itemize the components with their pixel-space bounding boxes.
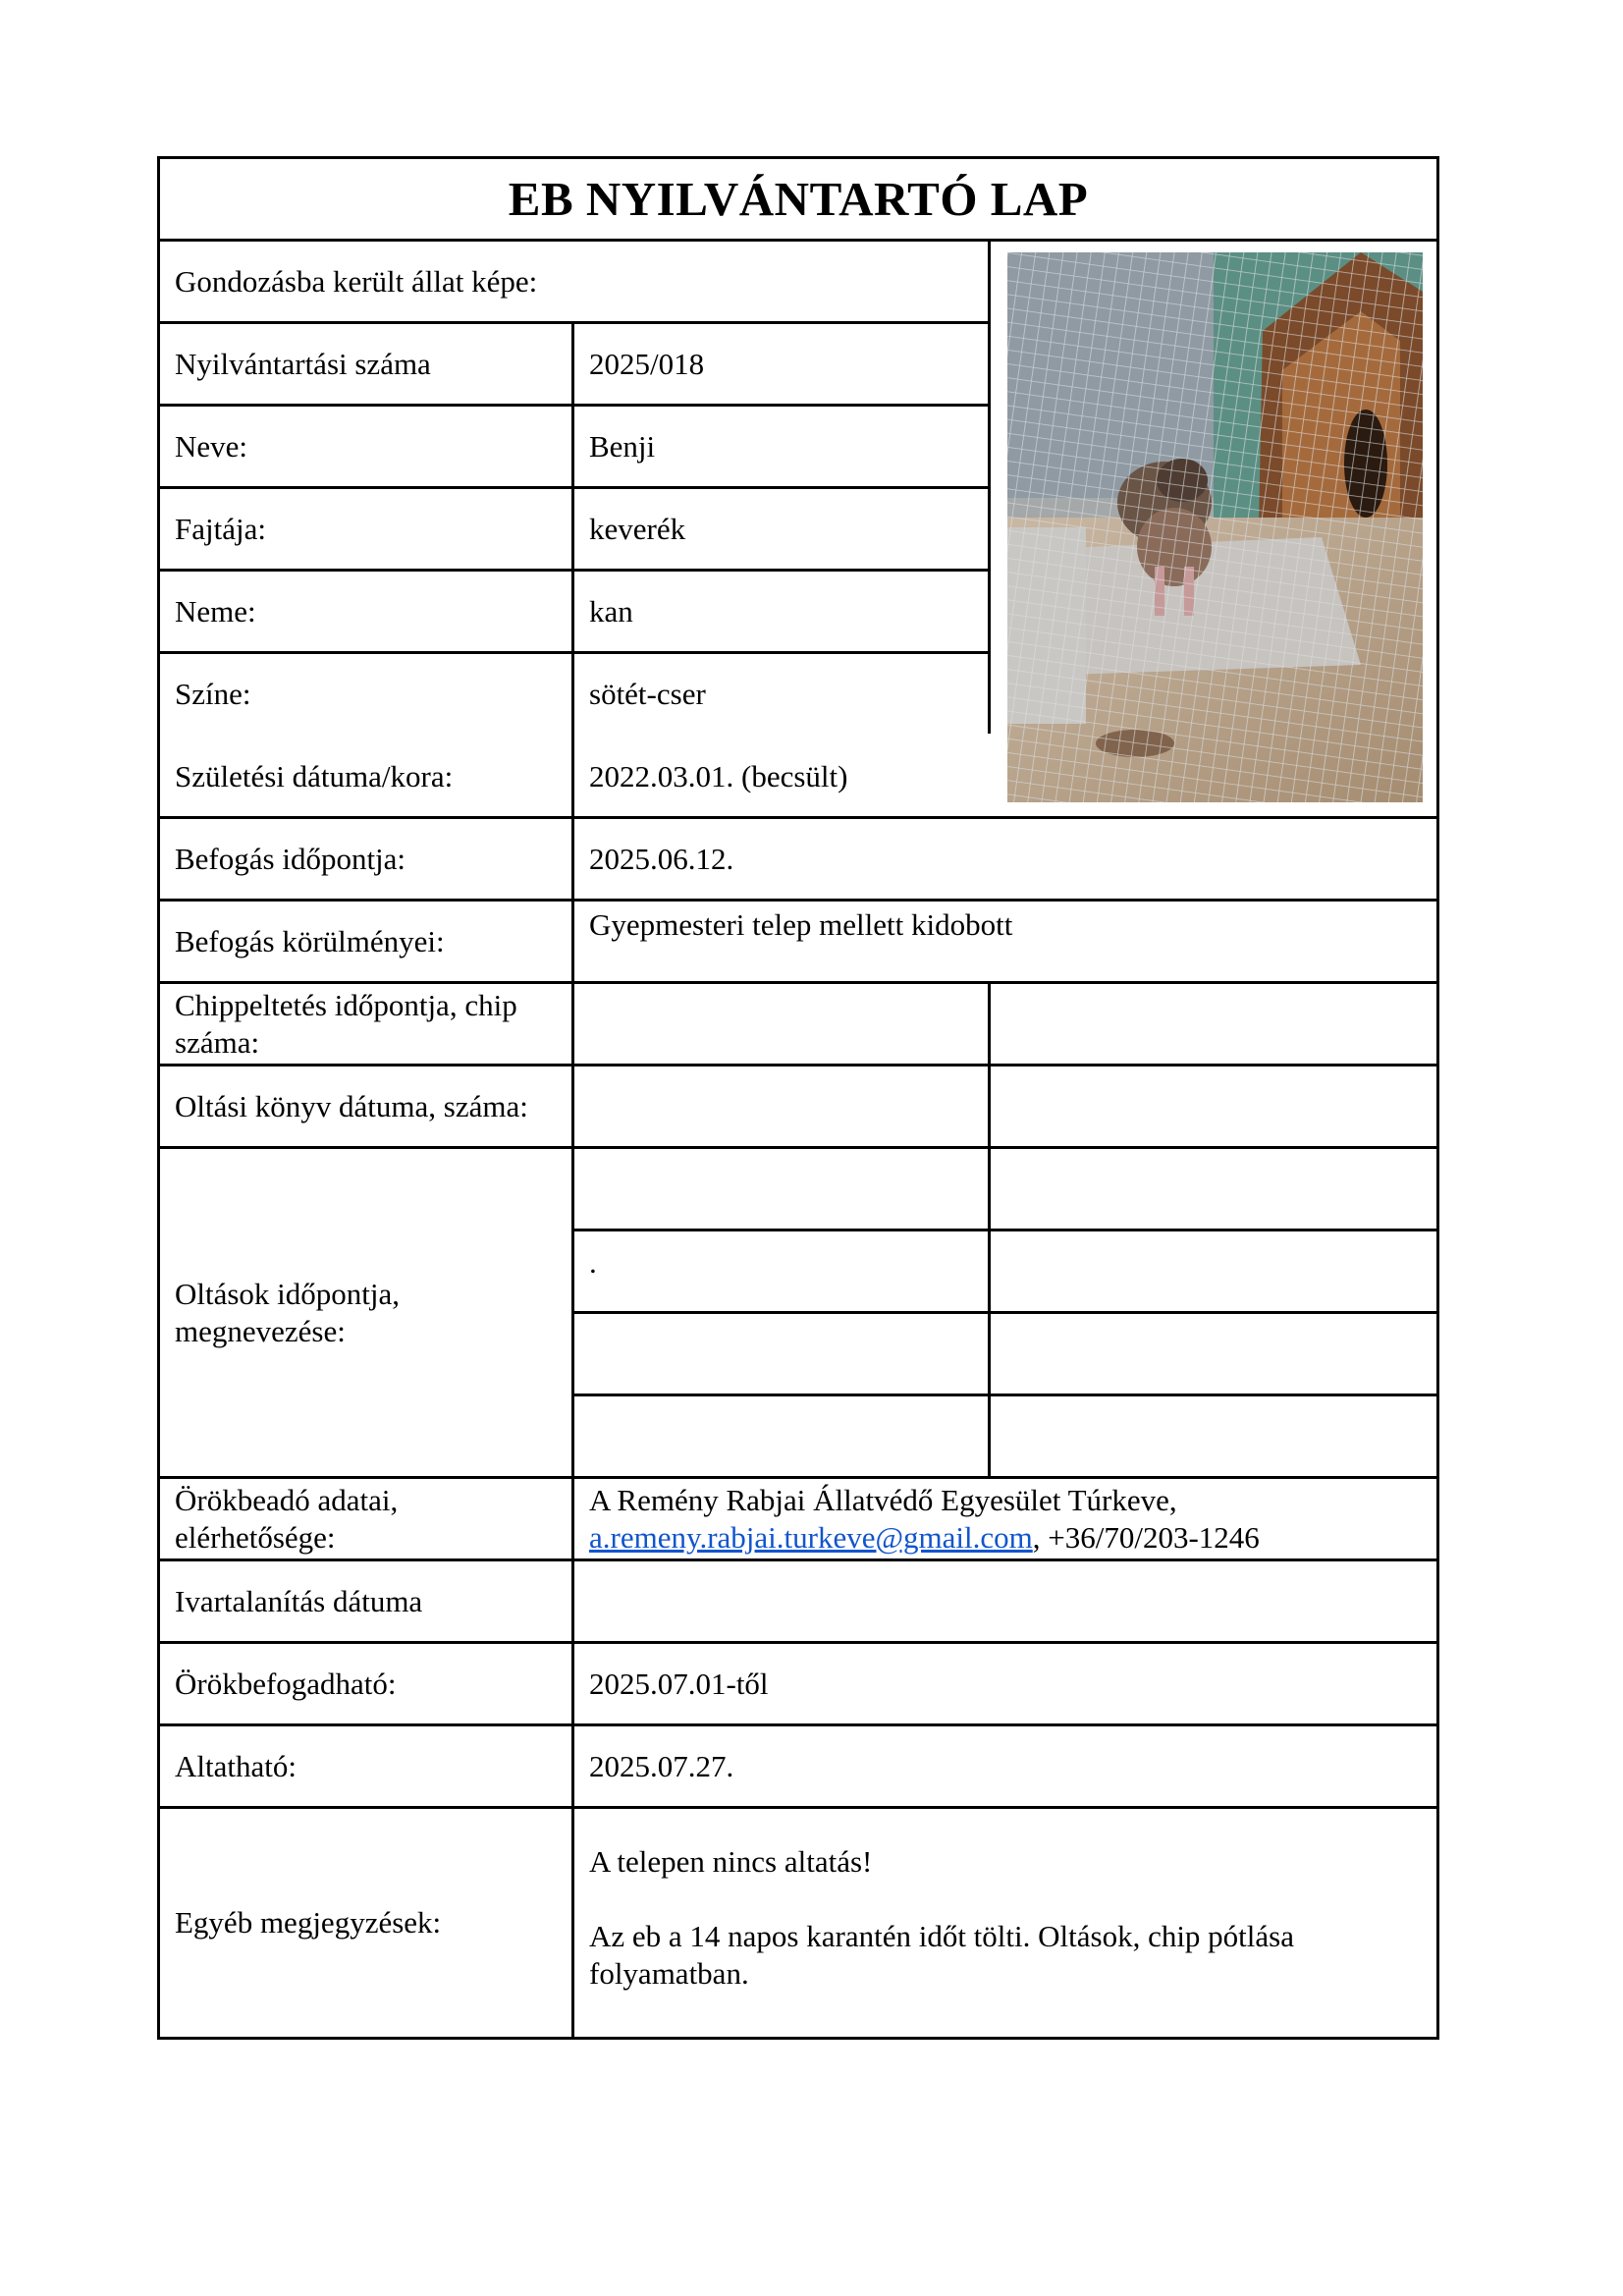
breed-value: keverék [589,511,686,546]
row-line [571,1394,1439,1396]
registration-value: 2025/018 [589,346,705,381]
notes-line-1: A telepen nincs altatás! [589,1844,873,1879]
vaccination-row-2-value: . [589,1245,597,1280]
color-label: Színe: [175,676,251,711]
breed-label: Fajtája: [175,511,266,546]
registration-label: Nyilvántartási száma [175,346,431,381]
border-right [1436,156,1439,2040]
col-line [571,321,574,2040]
vaccinations-label: Oltások időpontja, megnevezése: [175,1276,401,1348]
adoptable-label: Örökbefogadható: [175,1666,397,1701]
capture-date-label: Befogás időpontja: [175,841,406,876]
birth-value: 2022.03.01. (becsült) [589,758,848,793]
notes-value [589,1843,1414,2030]
adoptable-value: 2025.07.01-től [589,1666,769,1701]
adopter-label: Örökbeadó adatai, elérhetősége: [175,1482,399,1555]
euthanasia-label: Altatható: [175,1748,297,1783]
registration-sheet [157,156,1439,2040]
adopter-organization: A Remény Rabjai Állatvédő Egyesület Túrkeve, [589,1482,1177,1517]
adopter-value [589,1479,1424,1558]
page-title: EB NYILVÁNTARTÓ LAP [508,172,1089,226]
chip-label: Chippeltetés időpontja, chip száma: [175,987,517,1060]
euthanasia-value: 2025.07.27. [589,1748,734,1783]
color-value: sötét-cser [589,676,706,711]
adopter-phone: , +36/70/203-1246 [1032,1519,1260,1555]
row-line [571,1229,1439,1231]
notes-label: Egyéb megjegyzések: [175,1905,442,1940]
sex-value: kan [589,593,633,629]
sex-label: Neme: [175,593,256,629]
neuter-label: Ivartalanítás dátuma [175,1583,423,1618]
dog-photo-in-kennel-icon [1007,252,1423,802]
capture-circumstances-label: Befogás körülményei: [175,923,445,958]
vaccination-book-label: Oltási könyv dátuma, száma: [175,1088,528,1123]
col-line [988,239,991,734]
name-value: Benji [589,428,656,464]
col-line [988,981,991,1476]
birth-label: Születési dátuma/kora: [175,758,454,793]
adopter-email-link[interactable]: a.remeny.rabjai.turkeve@gmail.com [589,1519,1033,1555]
notes-line-2: Az eb a 14 napos karantén időt tölti. Oltások, chip pótlása folyamatban. [589,1919,1294,1991]
capture-date-value: 2025.06.12. [589,841,734,876]
dog-photo [1007,252,1423,802]
photo-label: Gondozásba került állat képe: [175,263,538,299]
name-label: Neve: [175,428,248,464]
border-left [157,156,160,2040]
capture-circumstances-value: Gyepmesteri telep mellett kidobott [589,907,1013,942]
row-line [571,1311,1439,1314]
border-bottom [157,2037,1439,2040]
